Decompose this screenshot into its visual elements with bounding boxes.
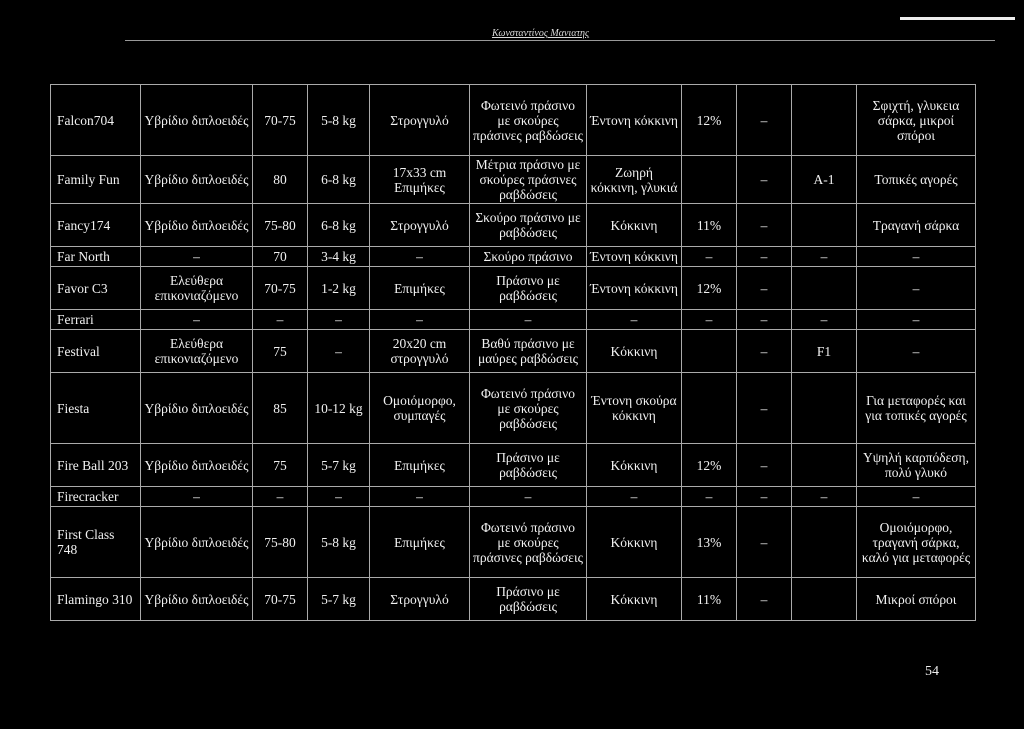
shape-cell: 20x20 cm στρογγυλό (370, 330, 470, 373)
maturity-days-cell: 75 (253, 444, 308, 487)
maturity-days-cell: 70-75 (253, 578, 308, 621)
type-cell: Υβρίδιο διπλοειδές (141, 204, 253, 247)
table-row (51, 330, 976, 373)
variety-name-cell: Favor C3 (51, 267, 141, 310)
shape-cell: Επιμήκες (370, 507, 470, 578)
sugar-cell: 11% (682, 578, 737, 621)
rind-cell: Σκούρο πράσινο (470, 247, 587, 267)
tolerance-cell (792, 204, 857, 247)
rind-cell: Φωτεινό πράσινο με σκούρες πράσινες ραβδώσεις (470, 85, 587, 156)
maturity-days-cell: 80 (253, 156, 308, 204)
variety-name-cell: Falcon704 (51, 85, 141, 156)
weight-cell: 3-4 kg (308, 247, 370, 267)
notes-cell: Μικροί σπόροι (857, 578, 976, 621)
table-row (51, 85, 976, 156)
notes-cell: – (857, 267, 976, 310)
sugar-cell: 12% (682, 85, 737, 156)
flesh-cell: – (587, 310, 682, 330)
resistance-cell: – (737, 373, 792, 444)
table-row (51, 444, 976, 487)
type-cell: Υβρίδιο διπλοειδές (141, 85, 253, 156)
notes-cell: – (857, 247, 976, 267)
resistance-cell: – (737, 487, 792, 507)
flesh-cell: Έντονη κόκκινη (587, 85, 682, 156)
resistance-cell: – (737, 578, 792, 621)
flesh-cell: Κόκκινη (587, 578, 682, 621)
shape-cell: – (370, 487, 470, 507)
type-cell: – (141, 310, 253, 330)
sugar-cell: – (682, 310, 737, 330)
tolerance-cell: – (792, 247, 857, 267)
tolerance-cell: – (792, 310, 857, 330)
resistance-cell: – (737, 507, 792, 578)
sugar-cell (682, 156, 737, 204)
tolerance-cell (792, 85, 857, 156)
sugar-cell: 11% (682, 204, 737, 247)
maturity-days-cell: 75-80 (253, 507, 308, 578)
tolerance-cell (792, 373, 857, 444)
weight-cell: 10-12 kg (308, 373, 370, 444)
table-row (51, 156, 976, 204)
header-author: Κωνσταντίνος Μανιατης (492, 28, 590, 39)
notes-cell: – (857, 487, 976, 507)
rind-cell: Πράσινο με ραβδώσεις (470, 444, 587, 487)
notes-cell: Σφιχτή, γλυκεια σάρκα, μικροί σπόροι (857, 85, 976, 156)
maturity-days-cell: 85 (253, 373, 308, 444)
top-rule (900, 17, 1015, 20)
resistance-cell: – (737, 85, 792, 156)
variety-name-cell: Fiesta (51, 373, 141, 444)
shape-cell: Στρογγυλό (370, 204, 470, 247)
type-cell: Υβρίδιο διπλοειδές (141, 156, 253, 204)
resistance-cell: – (737, 267, 792, 310)
page-number: 54 (925, 664, 939, 679)
flesh-cell: Έντονη κόκκινη (587, 247, 682, 267)
table-row (51, 204, 976, 247)
flesh-cell: Έντονη κόκκινη (587, 267, 682, 310)
resistance-cell: – (737, 204, 792, 247)
header-rule (125, 40, 995, 41)
shape-cell: – (370, 247, 470, 267)
table-row (51, 267, 976, 310)
table-row (51, 487, 976, 507)
rind-cell: – (470, 310, 587, 330)
sugar-cell (682, 373, 737, 444)
tolerance-cell (792, 444, 857, 487)
variety-name-cell: Festival (51, 330, 141, 373)
type-cell: Υβρίδιο διπλοειδές (141, 373, 253, 444)
type-cell: Υβρίδιο διπλοειδές (141, 507, 253, 578)
watermelon-varieties-table (50, 84, 976, 621)
type-cell: Υβρίδιο διπλοειδές (141, 578, 253, 621)
weight-cell: 6-8 kg (308, 204, 370, 247)
type-cell: – (141, 487, 253, 507)
variety-name-cell: Fire Ball 203 (51, 444, 141, 487)
resistance-cell: – (737, 330, 792, 373)
table-row (51, 247, 976, 267)
tolerance-cell: A-1 (792, 156, 857, 204)
variety-name-cell: First Class 748 (51, 507, 141, 578)
maturity-days-cell: – (253, 310, 308, 330)
flesh-cell: Κόκκινη (587, 507, 682, 578)
sugar-cell: 12% (682, 267, 737, 310)
weight-cell: 5-7 kg (308, 444, 370, 487)
maturity-days-cell: 70-75 (253, 85, 308, 156)
maturity-days-cell: 70-75 (253, 267, 308, 310)
notes-cell: Τραγανή σάρκα (857, 204, 976, 247)
resistance-cell: – (737, 310, 792, 330)
weight-cell: 5-8 kg (308, 507, 370, 578)
rind-cell: Φωτεινό πράσινο με σκούρες ραβδώσεις (470, 373, 587, 444)
type-cell: Ελεύθερα επικονιαζόμενο (141, 267, 253, 310)
flesh-cell: Ζωηρή κόκκινη, γλυκιά (587, 156, 682, 204)
notes-cell: Για μεταφορές και για τοπικές αγορές (857, 373, 976, 444)
notes-cell: Υψηλή καρπόδεση, πολύ γλυκό (857, 444, 976, 487)
type-cell: Ελεύθερα επικονιαζόμενο (141, 330, 253, 373)
notes-cell: Ομοιόμορφο, τραγανή σάρκα, καλό για μεταφορές (857, 507, 976, 578)
shape-cell: Στρογγυλό (370, 85, 470, 156)
table-row (51, 507, 976, 578)
shape-cell: Ομοιόμορφο, συμπαγές (370, 373, 470, 444)
shape-cell: – (370, 310, 470, 330)
weight-cell: 6-8 kg (308, 156, 370, 204)
tolerance-cell (792, 267, 857, 310)
maturity-days-cell: 75 (253, 330, 308, 373)
table-row (51, 578, 976, 621)
shape-cell: 17x33 cm Επιμήκες (370, 156, 470, 204)
notes-cell: Τοπικές αγορές (857, 156, 976, 204)
flesh-cell: Έντονη σκούρα κόκκινη (587, 373, 682, 444)
resistance-cell: – (737, 444, 792, 487)
tolerance-cell: – (792, 487, 857, 507)
tolerance-cell: F1 (792, 330, 857, 373)
type-cell: Υβρίδιο διπλοειδές (141, 444, 253, 487)
notes-cell: – (857, 330, 976, 373)
variety-name-cell: Family Fun (51, 156, 141, 204)
variety-name-cell: Far North (51, 247, 141, 267)
maturity-days-cell: 70 (253, 247, 308, 267)
rind-cell: Πράσινο με ραβδώσεις (470, 578, 587, 621)
flesh-cell: Κόκκινη (587, 444, 682, 487)
variety-name-cell: Fancy174 (51, 204, 141, 247)
tolerance-cell (792, 578, 857, 621)
table-row (51, 310, 976, 330)
tolerance-cell (792, 507, 857, 578)
sugar-cell (682, 330, 737, 373)
resistance-cell: – (737, 247, 792, 267)
sugar-cell: 12% (682, 444, 737, 487)
sugar-cell: – (682, 487, 737, 507)
sugar-cell: 13% (682, 507, 737, 578)
maturity-days-cell: – (253, 487, 308, 507)
flesh-cell: – (587, 487, 682, 507)
weight-cell: 5-7 kg (308, 578, 370, 621)
variety-name-cell: Ferrari (51, 310, 141, 330)
rind-cell: Σκούρο πράσινο με ραβδώσεις (470, 204, 587, 247)
maturity-days-cell: 75-80 (253, 204, 308, 247)
shape-cell: Επιμήκες (370, 267, 470, 310)
variety-name-cell: Firecracker (51, 487, 141, 507)
type-cell: – (141, 247, 253, 267)
rind-cell: Βαθύ πράσινο με μαύρες ραβδώσεις (470, 330, 587, 373)
rind-cell: Φωτεινό πράσινο με σκούρες πράσινες ραβδώσεις (470, 507, 587, 578)
weight-cell: – (308, 487, 370, 507)
rind-cell: – (470, 487, 587, 507)
rind-cell: Μέτρια πράσινο με σκούρες πράσινες ραβδώσεις (470, 156, 587, 204)
weight-cell: 1-2 kg (308, 267, 370, 310)
weight-cell: – (308, 310, 370, 330)
rind-cell: Πράσινο με ραβδώσεις (470, 267, 587, 310)
flesh-cell: Κόκκινη (587, 204, 682, 247)
shape-cell: Επιμήκες (370, 444, 470, 487)
variety-name-cell: Flamingo 310 (51, 578, 141, 621)
weight-cell: – (308, 330, 370, 373)
sugar-cell: – (682, 247, 737, 267)
table-row (51, 373, 976, 444)
flesh-cell: Κόκκινη (587, 330, 682, 373)
table-body (51, 85, 976, 621)
shape-cell: Στρογγυλό (370, 578, 470, 621)
notes-cell: – (857, 310, 976, 330)
resistance-cell: – (737, 156, 792, 204)
weight-cell: 5-8 kg (308, 85, 370, 156)
